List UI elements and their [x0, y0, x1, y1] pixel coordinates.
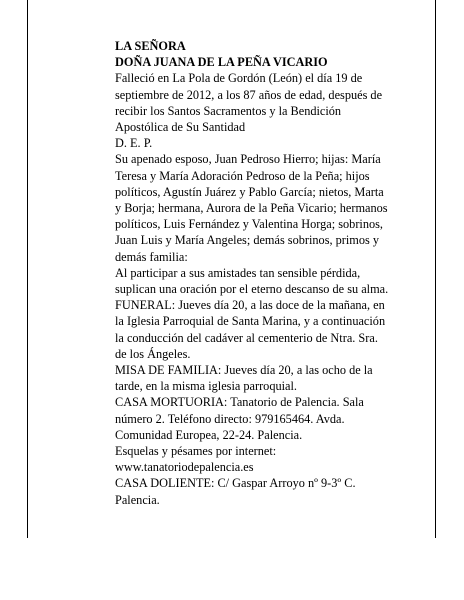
obituary-notice — [115, 38, 427, 508]
family-line: políticos, Luis Fernández y Valentina Horga; sobrinos, — [115, 217, 383, 232]
death-notice-line: Apostólica de Su Santidad — [115, 120, 246, 135]
online-condolences-url: www.tanatoriodepalencia.es — [115, 460, 254, 475]
funeral-paragraph — [115, 297, 427, 362]
online-condolences-paragraph — [115, 443, 427, 475]
family-line: Teresa y María Adoración Pedroso de la Peña; hijos — [115, 168, 370, 183]
family-line: demás familia: — [115, 249, 188, 264]
family-paragraph — [115, 151, 427, 264]
prayer-request-line: Al participar a sus amistades tan sensible pérdida, — [115, 265, 361, 280]
funeral-line: FUNERAL: Jueves día 20, a las doce de la mañana, en — [115, 298, 385, 313]
family-line: Juan Luis y María Angeles; demás sobrinos, primos y — [115, 233, 380, 248]
obituary-title-honorific: LA SEÑORA — [115, 39, 186, 53]
funeral-home-line: número 2. Teléfono directo: 979165464. Avda. — [115, 411, 345, 426]
death-notice-line: Falleció en La Pola de Gordón (León) el día 19 de — [115, 71, 363, 86]
family-line: y Borja; hermana, Aurora de la Peña Vicario; hermanos — [115, 201, 388, 216]
mourning-house-line: Palencia. — [115, 492, 160, 507]
family-line: Su apenado esposo, Juan Pedroso Hierro; hijas: María — [115, 152, 381, 167]
funeral-line: la Iglesia Parroquial de Santa Marina, y a continuación — [115, 314, 386, 329]
funeral-home-paragraph — [115, 394, 427, 443]
mourning-house-line: CASA DOLIENTE: C/ Gaspar Arroyo nº 9-3º C. — [115, 476, 356, 491]
funeral-line: de los Ángeles. — [115, 346, 191, 361]
funeral-home-line: Comunidad Europea, 22-24. Palencia. — [115, 427, 303, 442]
online-condolences-line: Esquelas y pésames por internet: — [115, 444, 277, 459]
family-line: políticos, Agustín Juárez y Pablo García; nietos, Marta — [115, 184, 384, 199]
family-mass-line: MISA DE FAMILIA: Jueves día 20, a las ocho de la — [115, 363, 373, 378]
family-mass-paragraph — [115, 362, 427, 394]
death-notice-line: recibir los Santos Sacramentos y la Bendición — [115, 103, 342, 118]
funeral-home-line: CASA MORTUORIA: Tanatorio de Palencia. Sala — [115, 395, 364, 410]
death-notice-line: septiembre de 2012, a los 87 años de edad, después de — [115, 87, 383, 102]
mourning-house-paragraph — [115, 475, 427, 507]
family-mass-line: tarde, en la misma iglesia parroquial. — [115, 379, 297, 394]
funeral-line: la conducción del cadáver al cementerio de Ntra. Sra. — [115, 330, 378, 345]
obituary-title-name: DOÑA JUANA DE LA PEÑA VICARIO — [115, 55, 328, 70]
right-border-rule — [435, 0, 436, 538]
prayer-request-paragraph — [115, 265, 427, 297]
left-border-rule — [27, 0, 28, 538]
prayer-request-line: suplican una oración por el eterno descanso de su alma. — [115, 282, 389, 297]
rip-text: D. E. P. — [115, 136, 153, 151]
death-notice-paragraph — [115, 70, 427, 135]
